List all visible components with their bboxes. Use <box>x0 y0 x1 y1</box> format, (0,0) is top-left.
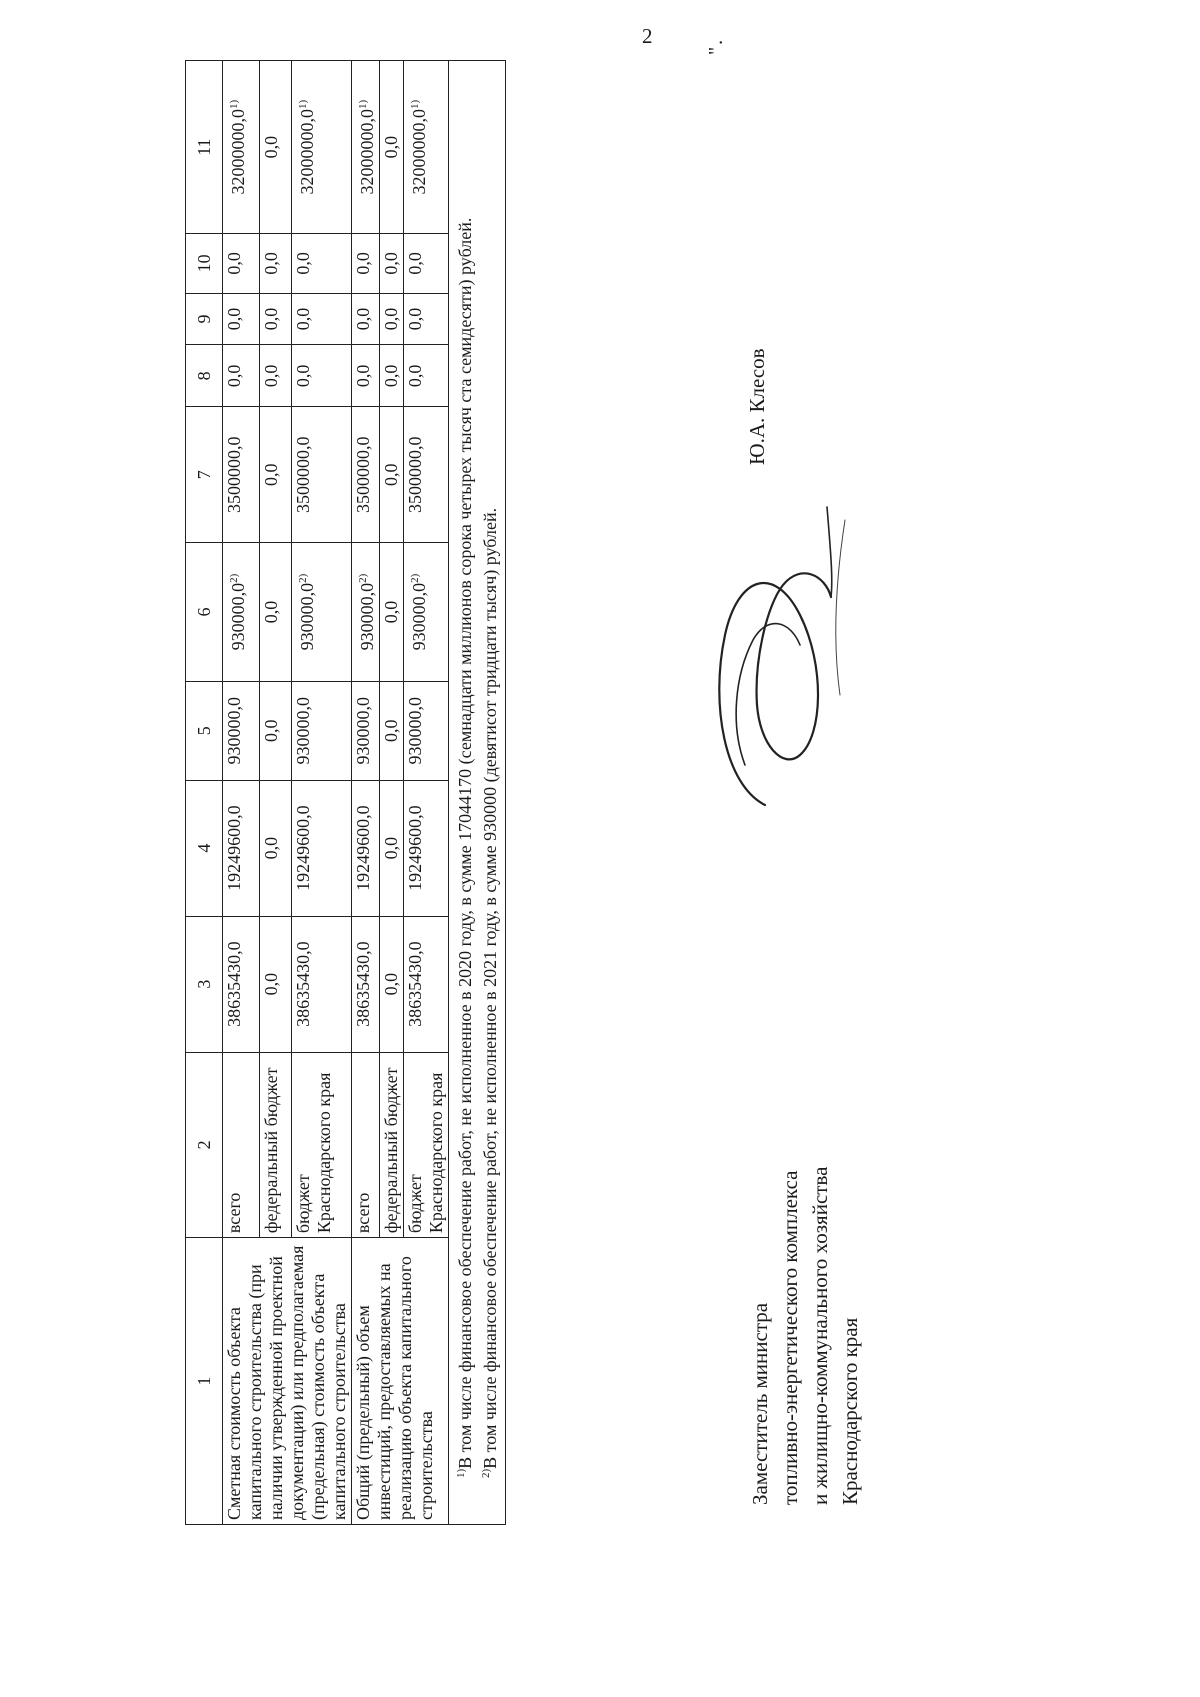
table-cell: 38635430,0 <box>223 916 260 1052</box>
table-cell: 19249600,0 <box>352 780 380 916</box>
page-number: 2 <box>642 24 653 48</box>
table-cell: 0,0 <box>260 345 292 407</box>
table-cell: 0,0 <box>260 543 292 681</box>
cell-value: 32000000,0 <box>297 108 318 195</box>
table-header-row <box>186 61 223 1525</box>
table-cell: 0,0 <box>223 345 260 407</box>
table-cell: 0,0 <box>380 345 404 407</box>
footnote-mark: 1) <box>357 99 369 109</box>
table-cell: 0,0 <box>380 681 404 780</box>
signer-title-line: Краснодарского края <box>838 1317 862 1505</box>
signer-block <box>745 705 865 1505</box>
signer-title-line: топливно-энергетического комплекса <box>778 1170 802 1505</box>
table-cell: 0,0 <box>260 780 292 916</box>
column-header: 5 <box>186 681 223 780</box>
cell-value: 930000,0 <box>228 582 248 651</box>
table-cell: 0,0 <box>260 234 292 293</box>
column-header: 3 <box>186 916 223 1052</box>
cell-value: 930000,0 <box>297 582 318 651</box>
column-header: 11 <box>186 61 223 234</box>
handwritten-signature-icon <box>705 495 855 825</box>
table-cell: 38635430,0 <box>352 916 380 1052</box>
table-cell: 0,0 <box>404 345 449 407</box>
table-cell-marked <box>404 543 449 681</box>
table-cell: 930000,0 <box>292 681 352 780</box>
column-header: 8 <box>186 345 223 407</box>
footnote-text: В том числе финансовое обеспечение работ, не исполненное в 2021 году, в сумме 930000 (девятисот тридцати тысяч) рублей. <box>480 507 500 1469</box>
footnotes-cell <box>449 61 506 1525</box>
table-cell: 0,0 <box>380 407 404 543</box>
column-header: 10 <box>186 234 223 293</box>
table-cell-marked <box>352 61 380 234</box>
table-cell: 0,0 <box>260 407 292 543</box>
column-header: 6 <box>186 543 223 681</box>
column-header: 7 <box>186 407 223 543</box>
table-cell: 0,0 <box>292 293 352 345</box>
table-cell: 0,0 <box>380 780 404 916</box>
table-cell: 930000,0 <box>352 681 380 780</box>
table-cell: 3500000,0 <box>352 407 380 543</box>
footnote-row <box>449 61 506 1525</box>
table-cell: 0,0 <box>380 61 404 234</box>
table-cell: 0,0 <box>352 293 380 345</box>
column-header: 9 <box>186 293 223 345</box>
table-cell: 19249600,0 <box>292 780 352 916</box>
cell-value: 32000000,0 <box>228 108 248 195</box>
table-cell: 0,0 <box>352 345 380 407</box>
cell-value: 32000000,0 <box>409 108 429 195</box>
table-cell: 19249600,0 <box>223 780 260 916</box>
table-cell-marked <box>292 61 352 234</box>
table-cell: бюджет Краснодарского края <box>292 1052 352 1237</box>
footnote-mark: 1) <box>228 99 240 109</box>
row-group-label: Общий (предельный) объем инвестиций, предоставляемых на реализацию объекта капитального строительства <box>352 1238 449 1525</box>
table-cell: 0,0 <box>260 293 292 345</box>
table-cell: 3500000,0 <box>292 407 352 543</box>
cell-value: 32000000,0 <box>357 108 377 195</box>
table-cell: 0,0 <box>380 916 404 1052</box>
footnote-mark: 1) <box>297 99 310 109</box>
rotated-page-content <box>185 37 885 1525</box>
table-cell: 0,0 <box>380 234 404 293</box>
footnote-2 <box>476 67 501 1518</box>
table-cell: 0,0 <box>404 234 449 293</box>
table-body <box>223 61 506 1525</box>
table-cell: 0,0 <box>260 61 292 234</box>
column-header: 4 <box>186 780 223 916</box>
signer-title-line: и жилищно-коммунального хозяйства <box>808 1166 832 1505</box>
column-header: 2 <box>186 1052 223 1237</box>
table-cell: всего <box>352 1052 380 1237</box>
table-cell: бюджет Краснодарского края <box>404 1052 449 1237</box>
table-cell: 0,0 <box>380 543 404 681</box>
table-cell: 930000,0 <box>404 681 449 780</box>
signer-name: Ю.А. Клесов <box>745 348 769 465</box>
signer-title-line: Заместитель министра <box>748 1302 772 1505</box>
footnote-mark: 2) <box>297 573 310 583</box>
table-cell: 0,0 <box>292 345 352 407</box>
table-cell: 0,0 <box>223 293 260 345</box>
table-cell: 0,0 <box>352 234 380 293</box>
table-cell-marked <box>352 543 380 681</box>
table-cell: федеральный бюджет <box>380 1052 404 1237</box>
table-row <box>352 61 380 1525</box>
table-cell: 0,0 <box>260 681 292 780</box>
table-cell: 0,0 <box>380 293 404 345</box>
cell-value: 930000,0 <box>409 582 429 651</box>
table-cell: 0,0 <box>292 234 352 293</box>
investment-table <box>185 60 506 1525</box>
table-cell: 930000,0 <box>223 681 260 780</box>
table-cell: 19249600,0 <box>404 780 449 916</box>
table-cell: 0,0 <box>404 293 449 345</box>
table-cell: 0,0 <box>260 916 292 1052</box>
table-cell-marked <box>223 543 260 681</box>
footnote-text: В том числе финансовое обеспечение работ, не исполненное в 2020 году, в сумме 17044170 (семнадцати миллионов сорока четырех тысяч ста семидесяти) рублей. <box>455 217 475 1469</box>
table-cell: 3500000,0 <box>404 407 449 543</box>
column-header: 1 <box>186 1238 223 1525</box>
footnote-mark: 2) <box>228 573 240 583</box>
footnote-1 <box>451 67 476 1518</box>
cell-value: 930000,0 <box>357 582 377 651</box>
footnote-mark: 2) <box>409 573 421 583</box>
table-cell: 0,0 <box>223 234 260 293</box>
table-cell-marked <box>223 61 260 234</box>
footnote-mark: 2) <box>357 573 369 583</box>
footnote-mark: 2) <box>480 1468 492 1478</box>
table-cell: 3500000,0 <box>223 407 260 543</box>
table-cell: 38635430,0 <box>404 916 449 1052</box>
row-group-label: Сметная стоимость объекта капитального строительства (при наличии утвержденной проектной документации) или предполагаемая (предельная) стоимость объекта капитального строительства <box>223 1238 352 1525</box>
table-cell: федеральный бюджет <box>260 1052 292 1237</box>
table-cell: 38635430,0 <box>292 916 352 1052</box>
footnote-mark: 1) <box>409 99 421 109</box>
footnote-mark: 1) <box>455 1468 467 1478</box>
table-cell: всего <box>223 1052 260 1237</box>
table-cell-marked <box>404 61 449 234</box>
table-row <box>223 61 260 1525</box>
closing-quote: ". <box>705 37 727 55</box>
table-cell-marked <box>292 543 352 681</box>
